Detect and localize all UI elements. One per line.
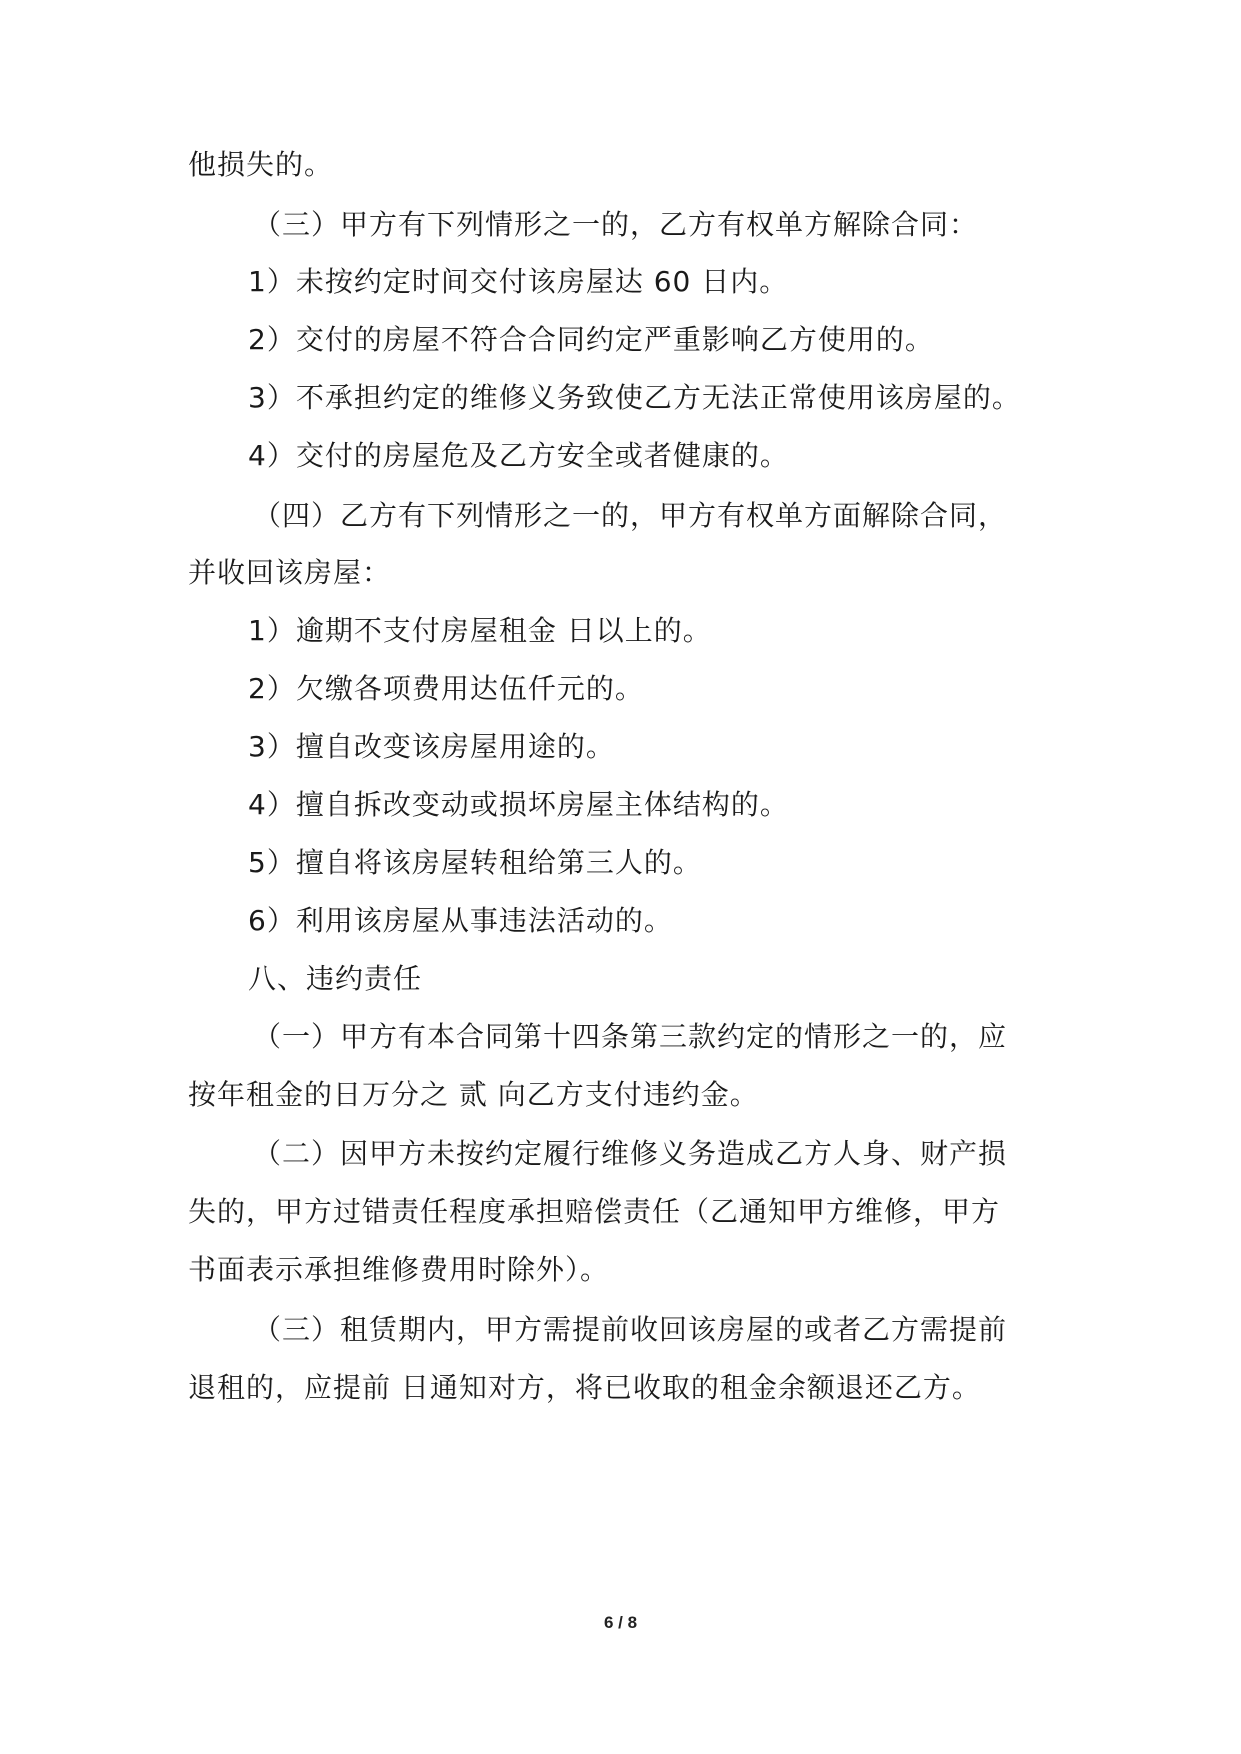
paragraph-line: 4）擅自拆改变动或损坏房屋主体结构的。 <box>248 788 789 821</box>
page-number: 6 / 8 <box>603 1613 638 1632</box>
paragraph-line: （二）因甲方未按约定履行维修义务造成乙方人身、财产损 <box>253 1137 1008 1170</box>
paragraph-line: 5）擅自将该房屋转租给第三人的。 <box>248 846 702 879</box>
paragraph-line: 3）不承担约定的维修义务致使乙方无法正常使用该房屋的。 <box>248 381 1021 414</box>
paragraph-line: 按年租金的日万分之 贰 向乙方支付违约金。 <box>188 1078 759 1111</box>
paragraph-line: （四）乙方有下列情形之一的，甲方有权单方面解除合同， <box>253 499 1008 532</box>
paragraph-line: 退租的，应提前 日通知对方，将已收取的租金余额退还乙方。 <box>188 1371 981 1404</box>
paragraph-line: 并收回该房屋： <box>188 556 392 589</box>
paragraph-line: 2）欠缴各项费用达伍仟元的。 <box>248 672 644 705</box>
paragraph-line: 2）交付的房屋不符合合同约定严重影响乙方使用的。 <box>248 323 934 356</box>
paragraph-line: 3）擅自改变该房屋用途的。 <box>248 730 615 763</box>
section-heading: 八、违约责任 <box>248 962 423 995</box>
paragraph-line: 4）交付的房屋危及乙方安全或者健康的。 <box>248 439 789 472</box>
paragraph-line: （三）租赁期内，甲方需提前收回该房屋的或者乙方需提前 <box>253 1313 1008 1346</box>
paragraph-line: 6）利用该房屋从事违法活动的。 <box>248 904 673 937</box>
paragraph-line: （一）甲方有本合同第十四条第三款约定的情形之一的，应 <box>253 1020 1008 1053</box>
paragraph-line: 失的，甲方过错责任程度承担赔偿责任（乙通知甲方维修，甲方 <box>188 1195 1001 1228</box>
paragraph-line: （三）甲方有下列情形之一的，乙方有权单方解除合同： <box>253 208 979 241</box>
paragraph-line: 1）未按约定时间交付该房屋达 60 日内。 <box>248 265 789 298</box>
paragraph-line: 书面表示承担维修费用时除外）。 <box>188 1253 610 1286</box>
paragraph-line: 他损失的。 <box>188 148 334 181</box>
paragraph-line: 1）逾期不支付房屋租金 日以上的。 <box>248 614 712 647</box>
